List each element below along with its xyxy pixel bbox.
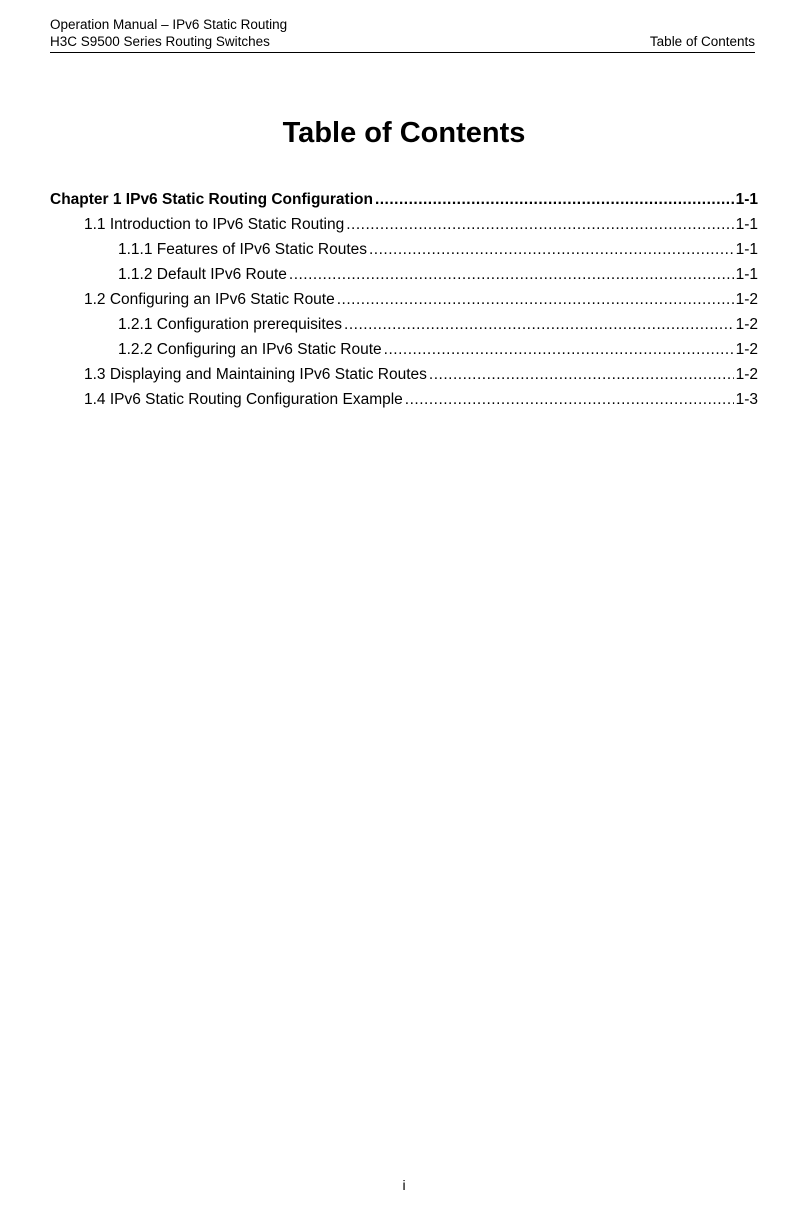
toc-entry-text: 1.1.1 Features of IPv6 Static Routes (118, 241, 367, 258)
toc-entry-chapter-1[interactable] (50, 187, 758, 212)
toc-page-number: 1-2 (735, 316, 758, 333)
toc-dot-leader (429, 362, 734, 387)
toc-dot-leader (337, 287, 734, 312)
table-of-contents (50, 187, 758, 412)
toc-entry-text: 1.3 Displaying and Maintaining IPv6 Static Routes (84, 366, 427, 383)
toc-entry-text: Chapter 1 IPv6 Static Routing Configuration (50, 191, 373, 208)
toc-entry-1-4[interactable] (50, 387, 758, 412)
toc-page-number: 1-2 (735, 366, 758, 383)
page-header (50, 16, 755, 53)
toc-page-number: 1-3 (735, 391, 758, 408)
toc-entry-1-1-2[interactable] (50, 262, 758, 287)
toc-page-number: 1-1 (735, 266, 758, 283)
header-product-name: H3C S9500 Series Routing Switches (50, 34, 270, 49)
toc-entry-1-2-1[interactable] (50, 312, 758, 337)
page-title: Table of Contents (282, 117, 526, 149)
toc-entry-text: 1.1 Introduction to IPv6 Static Routing (84, 216, 345, 233)
toc-entry-1-2-2[interactable] (50, 337, 758, 362)
toc-page-number: 1-2 (735, 341, 758, 358)
toc-entry-text: 1.2 Configuring an IPv6 Static Route (84, 291, 335, 308)
toc-entry-1-2[interactable] (50, 287, 758, 312)
toc-entry-1-3[interactable] (50, 362, 758, 387)
header-manual-title: Operation Manual – IPv6 Static Routing (50, 17, 288, 32)
toc-dot-leader (346, 212, 733, 237)
toc-dot-leader (375, 187, 734, 212)
page-number: i (402, 1177, 406, 1193)
toc-entry-text: 1.2.2 Configuring an IPv6 Static Route (118, 341, 382, 358)
toc-dot-leader (369, 237, 734, 262)
toc-entry-1-1[interactable] (50, 212, 758, 237)
toc-page-number: 1-2 (735, 291, 758, 308)
toc-dot-leader (405, 387, 734, 412)
toc-page-number: 1-1 (735, 241, 758, 258)
toc-dot-leader (344, 312, 734, 337)
toc-dot-leader (384, 337, 734, 362)
toc-page-number: 1-1 (735, 191, 758, 208)
toc-page-number: 1-1 (735, 216, 758, 233)
toc-entry-1-1-1[interactable] (50, 237, 758, 262)
toc-entry-text: 1.1.2 Default IPv6 Route (118, 266, 287, 283)
toc-dot-leader (289, 262, 734, 287)
toc-entry-text: 1.4 IPv6 Static Routing Configuration Example (84, 391, 403, 408)
toc-entry-text: 1.2.1 Configuration prerequisites (118, 316, 343, 333)
header-section-name: Table of Contents (649, 34, 755, 49)
